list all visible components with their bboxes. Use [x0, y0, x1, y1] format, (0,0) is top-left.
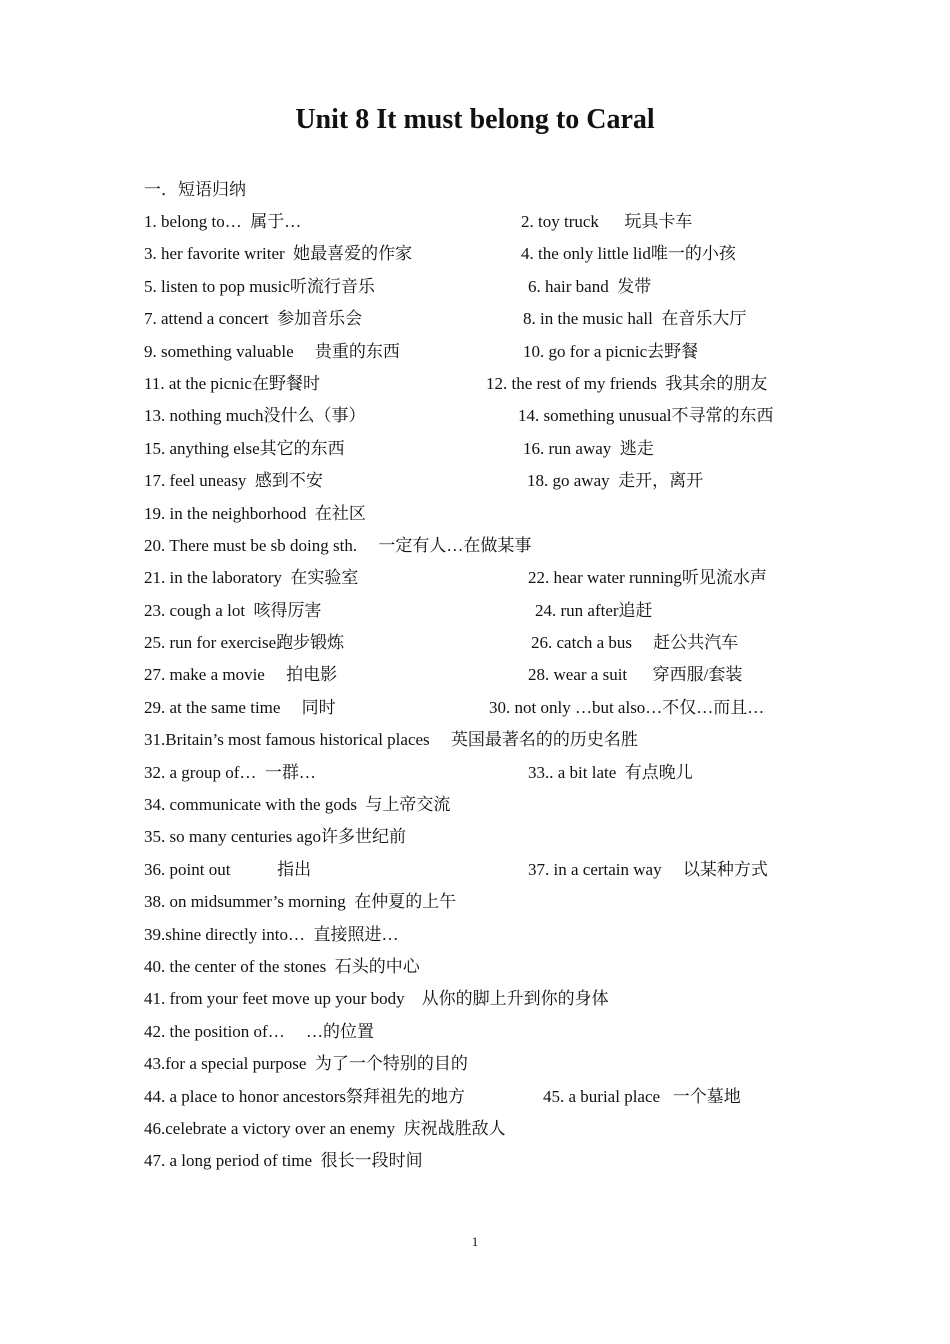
phrase-item-left: 9. something valuable 贵重的东西 [144, 341, 400, 361]
phrase-item-left: 5. listen to pop music听流行音乐 [144, 276, 375, 296]
phrase-item-left: 44. a place to honor ancestors祭拜祖先的地方 [144, 1086, 466, 1106]
phrase-row [0, 726, 950, 758]
phrase-row [0, 921, 950, 953]
phrase-item-right: 22. hear water running听见流水声 [528, 568, 767, 588]
phrase-row [0, 338, 950, 370]
phrase-row [0, 823, 950, 855]
phrase-item-right: 10. go for a picnic去野餐 [523, 341, 699, 361]
phrase-item-left: 40. the center of the stones 石头的中心 [144, 956, 420, 976]
phrase-item-right: 2. toy truck 玩具卡车 [521, 212, 693, 231]
phrase-row [0, 1018, 950, 1050]
phrase-item-left: 7. attend a concert 参加音乐会 [144, 309, 363, 329]
phrase-item-left: 15. anything else其它的东西 [144, 438, 345, 458]
phrase-item-right: 4. the only little lid唯一的小孩 [521, 244, 736, 264]
phrase-item-left: 29. at the same time 同时 [144, 697, 336, 717]
phrase-row [0, 273, 950, 305]
phrase-item-left: 47. a long period of time 很长一段时间 [144, 1151, 423, 1171]
phrase-row [0, 888, 950, 920]
phrase-item-left: 39.shine directly into… 直接照进… [144, 924, 399, 944]
phrase-row [0, 661, 950, 693]
phrase-item-left: 32. a group of… 一群… [144, 762, 316, 782]
phrase-item-right: 26. catch a bus 赶公共汽车 [531, 633, 739, 653]
phrase-item-right: 18. go away 走开，离开 [527, 471, 704, 491]
phrase-item-left: 1. belong to… 属于… [144, 212, 302, 231]
phrase-list [0, 208, 950, 1180]
phrase-item-right: 37. in a certain way 以某种方式 [528, 859, 768, 879]
phrase-item-left: 27. make a movie 拍电影 [144, 665, 338, 685]
phrase-item-left: 31.Britain’s most famous historical places 英国最著名的的历史名胜 [144, 730, 638, 750]
phrase-item-left: 25. run for exercise跑步锻炼 [144, 633, 345, 653]
phrase-item-left: 35. so many centuries ago许多世纪前 [144, 827, 407, 847]
phrase-item-left: 13. nothing much没什么（事） [144, 406, 366, 426]
phrase-row [0, 985, 950, 1017]
phrase-row [0, 791, 950, 823]
page-number: 1 [471, 1234, 479, 1249]
phrase-row [0, 759, 950, 791]
phrase-row [0, 370, 950, 402]
phrase-row [0, 402, 950, 434]
phrase-item-left: 42. the position of… …的位置 [144, 1021, 374, 1041]
phrase-row [0, 208, 950, 240]
phrase-row [0, 1050, 950, 1082]
phrase-item-right: 14. something unusual不寻常的东西 [518, 406, 774, 426]
phrase-item-left: 23. cough a lot 咳得厉害 [144, 600, 322, 620]
phrase-row [0, 564, 950, 596]
phrase-item-left: 17. feel uneasy 感到不安 [144, 471, 323, 491]
phrase-item-right: 45. a burial place 一个墓地 [543, 1086, 741, 1106]
phrase-item-right: 8. in the music hall 在音乐大厅 [523, 309, 747, 329]
phrase-item-right: 33.. a bit late 有点晚儿 [528, 762, 693, 782]
phrase-row [0, 1147, 950, 1179]
phrase-row [0, 532, 950, 564]
document-title: Unit 8 It must belong to Caral [295, 104, 655, 135]
phrase-row [0, 856, 950, 888]
phrase-row [0, 1115, 950, 1147]
phrase-item-left: 41. from your feet move up your body 从你的脚上升到你的身体 [144, 989, 609, 1009]
section-heading: 一．短语归纳 [144, 180, 246, 199]
phrase-item-left: 21. in the laboratory 在实验室 [144, 568, 359, 588]
phrase-item-left: 3. her favorite writer 她最喜爱的作家 [144, 244, 413, 264]
phrase-row [0, 597, 950, 629]
phrase-item-left: 46.celebrate a victory over an enemy 庆祝战胜敌人 [144, 1118, 506, 1138]
phrase-row [0, 694, 950, 726]
phrase-item-right: 6. hair band 发带 [528, 276, 652, 296]
phrase-item-left: 38. on midsummer’s morning 在仲夏的上午 [144, 892, 457, 912]
phrase-item-left: 34. communicate with the gods 与上帝交流 [144, 795, 451, 815]
phrase-row [0, 953, 950, 985]
phrase-item-right: 30. not only …but also…不仅…而且… [489, 697, 765, 717]
phrase-item-right: 24. run after追赶 [535, 600, 653, 620]
phrase-row [0, 305, 950, 337]
phrase-item-right: 12. the rest of my friends 我其余的朋友 [486, 373, 768, 393]
phrase-item-left: 11. at the picnic在野餐时 [144, 373, 320, 393]
phrase-item-left: 19. in the neighborhood 在社区 [144, 503, 366, 523]
phrase-row [0, 500, 950, 532]
phrase-row [0, 435, 950, 467]
phrase-row [0, 629, 950, 661]
phrase-item-right: 16. run away 逃走 [523, 438, 654, 458]
phrase-item-left: 20. There must be sb doing sth. 一定有人…在做某事 [144, 535, 532, 555]
phrase-row [0, 240, 950, 272]
phrase-item-left: 36. point out 指出 [144, 859, 312, 879]
phrase-row [0, 467, 950, 499]
phrase-item-right: 28. wear a suit 穿西服/套装 [528, 665, 743, 685]
phrase-row [0, 1083, 950, 1115]
phrase-item-left: 43.for a special purpose 为了一个特别的目的 [144, 1054, 468, 1074]
